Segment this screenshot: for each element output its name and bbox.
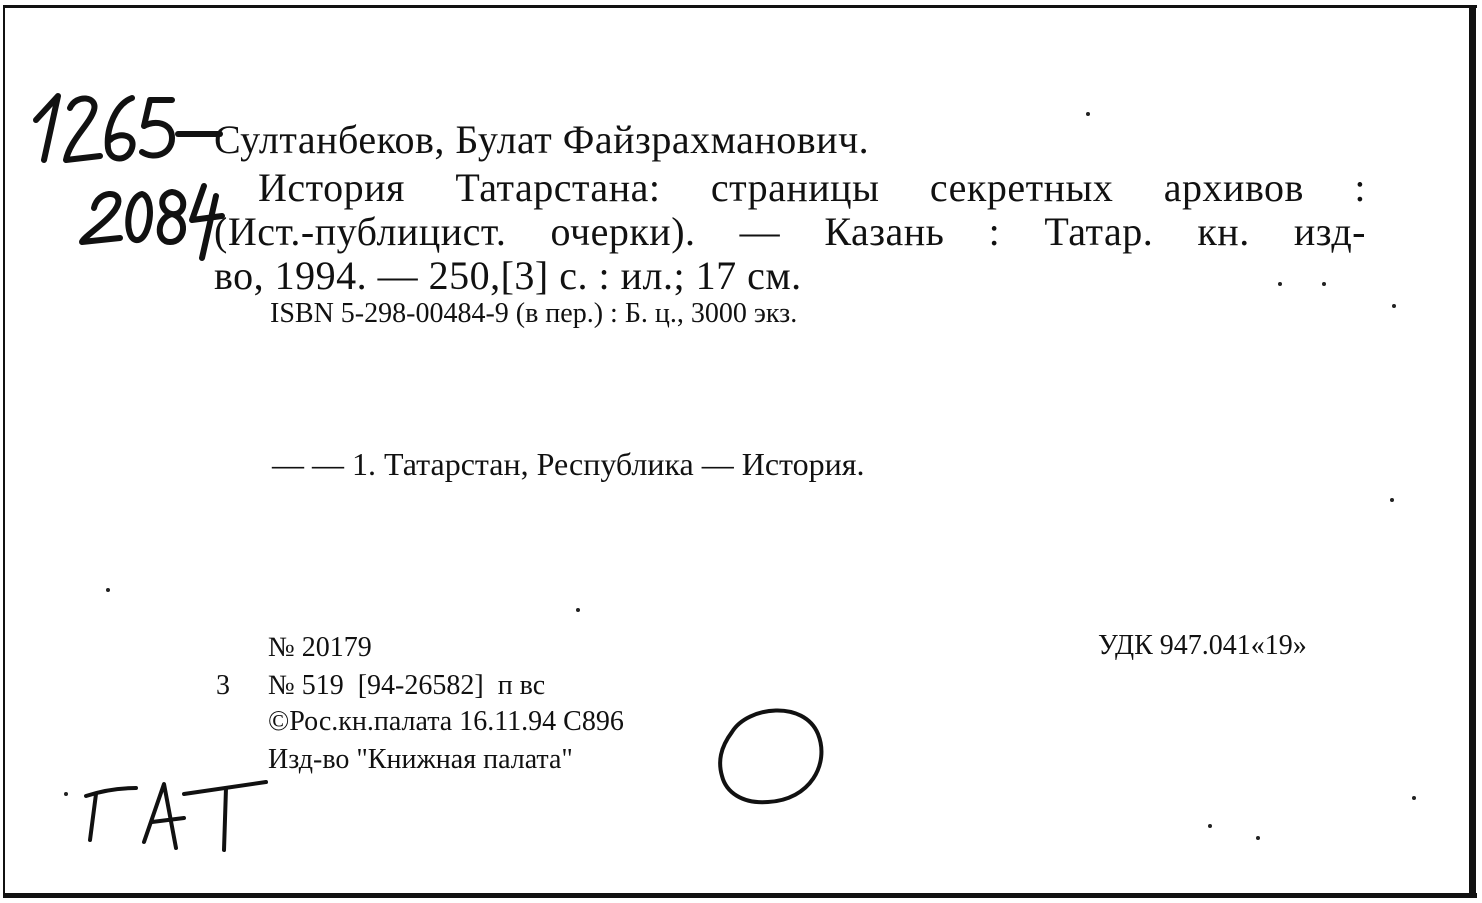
scan-speck [1412,796,1416,800]
record-number: № 20179 [268,632,372,663]
scan-speck [1390,498,1394,502]
publisher-line: Изд-во "Книжная палата" [268,744,573,775]
entry-title-line-3: во, 1994. — 250,[3] с. : ил.; 17 см. [214,253,802,298]
card-border-right [1469,5,1476,898]
scan-speck [576,608,580,612]
scan-speck [106,588,110,592]
subject-heading: — — 1. Татарстан, Республика — История. [272,446,865,482]
entry-isbn: ISBN 5-298-00484-9 (в пер.) : Б. ц., 3000 экз. [270,298,798,329]
entry-title-line-2: (Ист.-публицист. очерки). — Казань : Татар. кн. изд- [214,209,1366,254]
scan-speck [1086,112,1090,116]
card-border-top [3,5,1477,8]
entry-title-line-1: История Татарстана: страницы секретных архивов : [258,165,1366,210]
card-border-left [3,5,5,898]
entry-heading: Султанбеков, Булат Файзрахманович. [214,117,870,162]
scan-speck [1322,282,1326,286]
handwritten-stamp-letters [80,766,270,861]
scan-speck [1278,282,1282,286]
scan-speck [1256,836,1260,840]
scan-speck [1392,304,1396,308]
scan-speck [1208,824,1212,828]
handwritten-call-number-top [14,88,224,173]
drawn-circle-mark [708,700,828,815]
handwritten-call-number-bottom [76,172,226,267]
card-border-bottom [3,893,1477,898]
copy-count: 3 [216,670,230,701]
chamber-line: ©Рос.кн.палата 16.11.94 С896 [268,706,624,737]
scan-speck [64,792,68,796]
order-number: № 519 [94-26582] п вс [268,670,546,701]
udc-code: УДК 947.041«19» [1098,630,1307,661]
